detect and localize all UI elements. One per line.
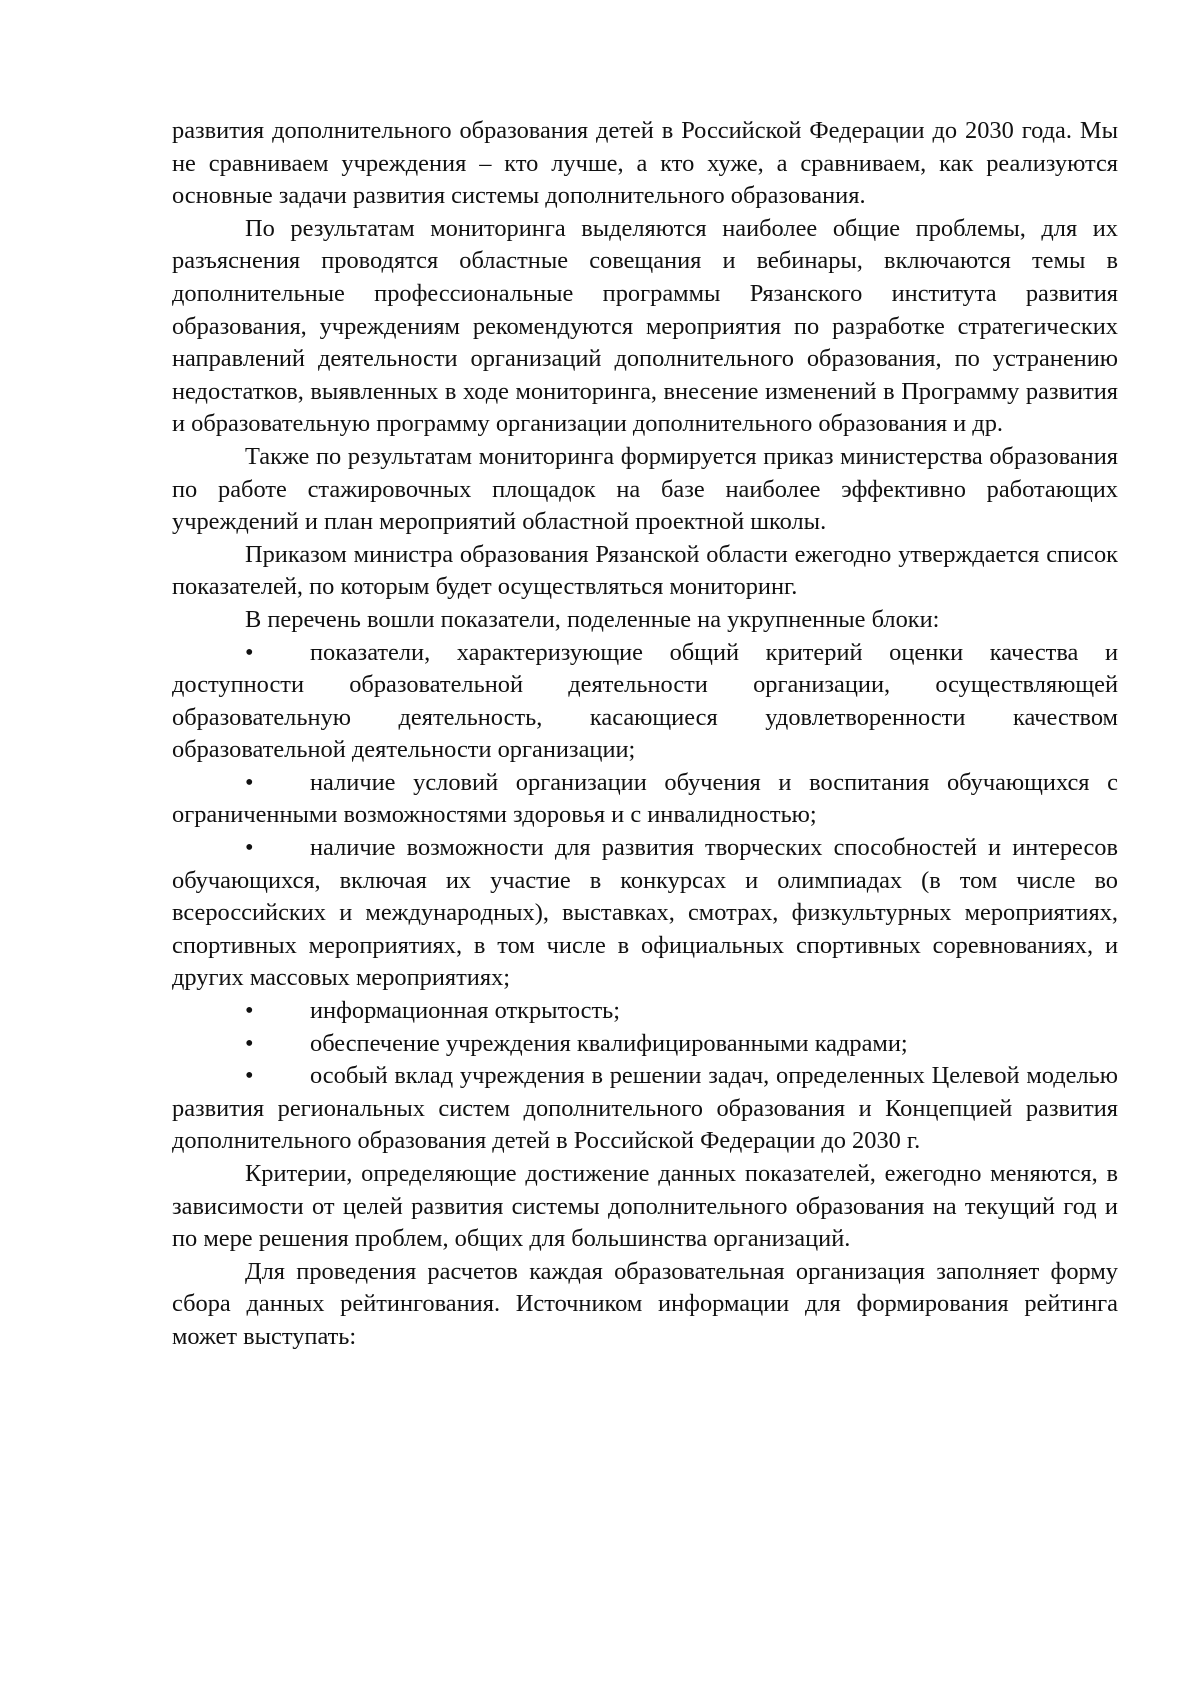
list-item-text: наличие возможности для развития творческих способностей и интересов обучающихся, включая их участие в конкурсах и олимпиадах (в том числе во всероссийских и международных), выставках, смотрах, физкультурных мероприятиях, спортивных мероприятиях, в том числе в официальных спортивных соревнованиях, и других массовых мероприятиях; — [172, 834, 1118, 991]
list-item-text: обеспечение учреждения квалифицированными кадрами; — [310, 1030, 908, 1057]
list-item-text: наличие условий организации обучения и воспитания обучающихся с ограниченными возможностями здоровья и с инвалидностью; — [172, 769, 1118, 829]
list-item — [172, 995, 1118, 1028]
bullet-icon: • — [245, 995, 310, 1028]
bullet-icon: • — [245, 637, 310, 670]
list-item — [172, 767, 1118, 832]
document-page — [172, 115, 1118, 1354]
paragraph-continuation: развития дополнительного образования детей в Российской Федерации до 2030 года. Мы не сравниваем учреждения – кто лучше, а кто хуже, а сравниваем, как реализуются основные задачи развития системы дополнительного образования. — [172, 115, 1118, 213]
list-item-text: особый вклад учреждения в решении задач, определенных Целевой моделью развития региональных систем дополнительного образования и Концепцией развития дополнительного образования детей в Российской Федерации до 2030 г. — [172, 1062, 1118, 1154]
bullet-icon: • — [245, 1060, 310, 1093]
bullet-icon: • — [245, 767, 310, 800]
paragraph-indicator-list: Приказом министра образования Рязанской области ежегодно утверждается список показателей, по которым будет осуществляться мониторинг. — [172, 539, 1118, 604]
list-item-text: показатели, характеризующие общий критерий оценки качества и доступности образовательной деятельности организации, осуществляющей образовательную деятельность, касающиеся удовлетворенности качеством образовательной деятельности организации; — [172, 639, 1118, 764]
paragraph-calculations: Для проведения расчетов каждая образовательная организация заполняет форму сбора данных рейтингования. Источником информации для формирования рейтинга может выступать: — [172, 1256, 1118, 1354]
list-item — [172, 832, 1118, 995]
bullet-icon: • — [245, 832, 310, 865]
list-item — [172, 1060, 1118, 1158]
paragraph-criteria: Критерии, определяющие достижение данных показателей, ежегодно меняются, в зависимости от целей развития системы дополнительного образования на текущий год и по мере решения проблем, общих для большинства организаций. — [172, 1158, 1118, 1256]
list-item-text: информационная открытость; — [310, 997, 620, 1024]
paragraph-blocks-intro: В перечень вошли показатели, поделенные на укрупненные блоки: — [172, 604, 1118, 637]
list-item — [172, 1028, 1118, 1061]
paragraph-monitoring-results: По результатам мониторинга выделяются наиболее общие проблемы, для их разъяснения проводятся областные совещания и вебинары, включаются темы в дополнительные профессиональные программы Рязанского института развития образования, учреждениям рекомендуются мероприятия по разработке стратегических направлений деятельности организаций дополнительного образования, по устранению недостатков, выявленных в ходе мониторинга, внесение изменений в Программу развития и образовательную программу организации дополнительного образования и др. — [172, 213, 1118, 441]
list-item — [172, 637, 1118, 767]
paragraph-ministry-order: Также по результатам мониторинга формируется приказ министерства образования по работе стажировочных площадок на базе наиболее эффективно работающих учреждений и план мероприятий областной проектной школы. — [172, 441, 1118, 539]
bullet-icon: • — [245, 1028, 310, 1061]
